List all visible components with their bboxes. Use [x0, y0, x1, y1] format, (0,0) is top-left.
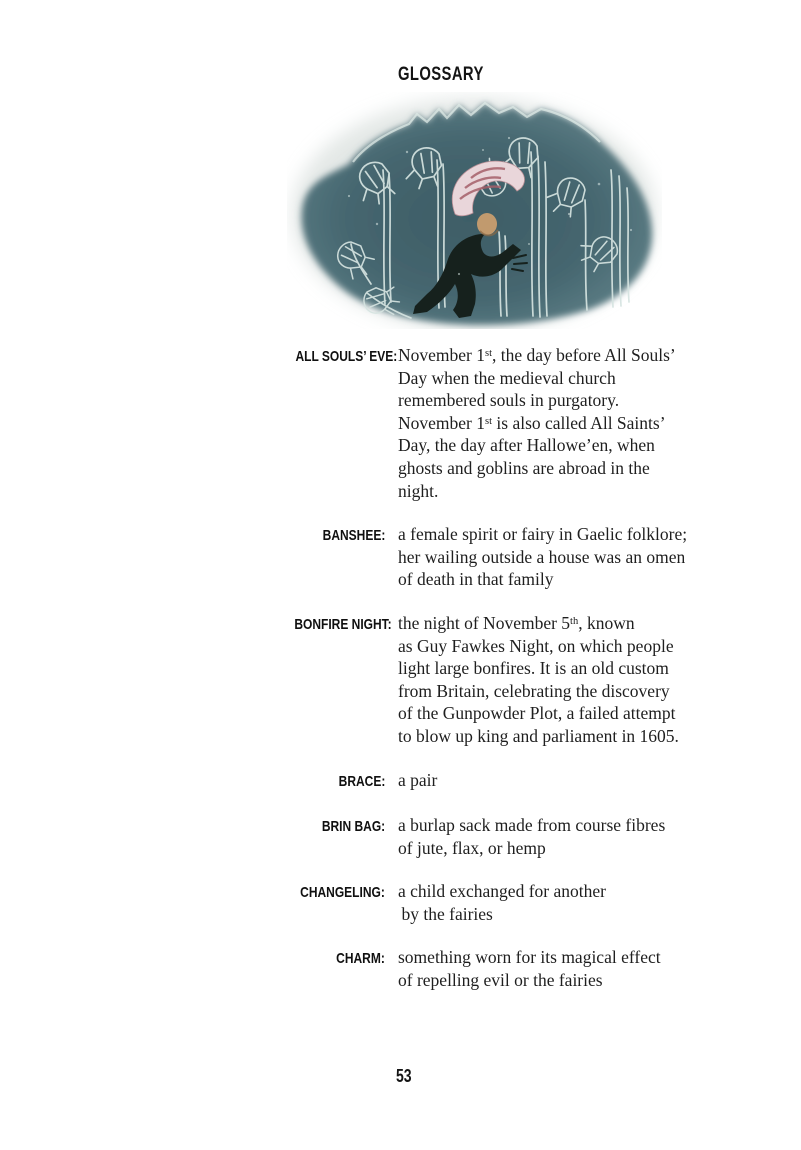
- glossary-definition: a female spirit or fairy in Gaelic folklore; her wailing outside a house was an omen of death in that family: [398, 524, 688, 590]
- glossary-definition: the night of November 5th, known as Guy Fawkes Night, on which people light large bonfires. It is an old custom from Britain, celebrating the discovery of the Gunpowder Plot, a failed attempt to blow up king and parliament in 1605.: [398, 612, 679, 746]
- glossary-term-text: BRIN BAG:: [321, 818, 385, 836]
- glossary-term: [270, 880, 385, 925]
- glossary-term-text: BRACE:: [338, 772, 385, 790]
- glossary-term-text: BONFIRE NIGHT:: [294, 615, 392, 633]
- glossary-illustration: [287, 92, 662, 329]
- glossary-entry: [270, 769, 730, 794]
- glossary-definition: a child exchanged for another by the fairies: [398, 881, 606, 924]
- glossary-term-text: CHARM:: [336, 950, 385, 968]
- glossary-definition: something worn for its magical effect of repelling evil or the fairies: [398, 947, 661, 991]
- glossary-entry: [270, 612, 730, 748]
- glossary-term: [270, 612, 392, 748]
- glossary-term: [270, 344, 398, 502]
- glossary-term: [270, 769, 385, 794]
- page-title: [398, 64, 508, 86]
- glossary-entry: [270, 814, 730, 859]
- glossary-entry: [270, 946, 730, 991]
- bluebells-illustration-svg: [287, 92, 662, 329]
- glossary-term: [270, 946, 385, 991]
- glossary-definition: a pair: [398, 769, 438, 790]
- glossary-list: [270, 344, 730, 1013]
- glossary-entry: [270, 344, 730, 502]
- glossary-entry: [270, 880, 730, 925]
- glossary-term-text: CHANGELING:: [300, 884, 385, 902]
- glossary-definition: November 1st, the day before All Souls’ Day when the medieval church remembered souls in purgatory. November 1st is also called All Saints’ Day, the day after Hallowe’en, when ghosts and goblins are abroad in the night.: [398, 345, 676, 501]
- glossary-term-text: BANSHEE:: [322, 527, 385, 545]
- glossary-term: [270, 814, 385, 859]
- page-title-text: GLOSSARY: [398, 64, 484, 85]
- glossary-term: [270, 523, 385, 591]
- page-number: [396, 1066, 416, 1087]
- glossary-term-text: ALL SOULS’ EVE:: [295, 348, 398, 365]
- glossary-entry: [270, 523, 730, 591]
- page-number-text: 53: [396, 1066, 412, 1086]
- glossary-definition: a burlap sack made from course fibres of jute, flax, or hemp: [398, 815, 666, 858]
